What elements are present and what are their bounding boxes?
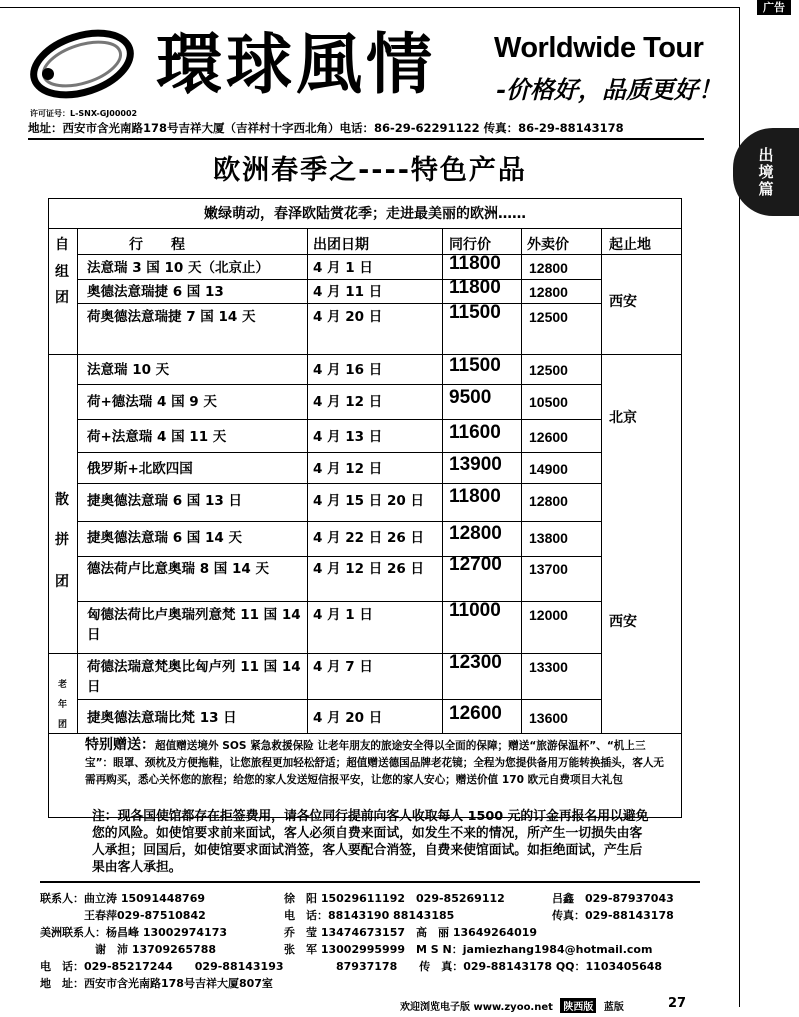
row-peer-price: 12600	[449, 703, 502, 724]
row-retail-price: 12800	[529, 260, 568, 276]
column-divider	[307, 229, 308, 733]
header-date: 出团日期	[313, 237, 369, 253]
contacts-divider	[40, 881, 700, 883]
row-divider	[77, 452, 601, 453]
contact-row	[40, 924, 700, 940]
row-retail-price: 14900	[529, 461, 568, 477]
row-date: 4 月 12 日	[313, 461, 383, 477]
group-label-senior: 团	[58, 720, 68, 730]
row-date: 4 月 20 日	[313, 309, 383, 325]
row-retail-price: 13700	[529, 561, 568, 577]
row-divider	[77, 556, 601, 557]
row-date: 4 月 16 日	[313, 362, 383, 378]
origin-xian: 西安	[609, 614, 637, 630]
row-retail-price: 12800	[529, 493, 568, 509]
contact-item: 美洲联系人：杨昌峰 13002974173	[40, 926, 228, 939]
row-date: 4 月 1 日	[313, 607, 373, 623]
column-divider	[77, 229, 78, 733]
group-label-senior: 年	[58, 700, 68, 710]
contact-item: 徐 阳 15029611192 029-85269112	[284, 892, 505, 905]
column-divider	[601, 229, 602, 733]
header-group: 自	[55, 237, 69, 253]
row-retail-price: 12800	[529, 284, 568, 300]
contact-item: 联系人：曲立涛 15091448769	[40, 892, 206, 905]
row-route: 匈德法荷比卢奥瑞列意梵 11 国 14 日	[87, 607, 301, 643]
contact-item: 谢 沛 13709265788	[40, 943, 217, 956]
contact-item: 传真：029-88143178	[552, 909, 674, 922]
header-origin: 起止地	[609, 237, 651, 253]
footer-website: 欢迎浏览电子版 www.zyoo.net	[400, 1002, 553, 1013]
license-number: 许可证号：L-SNX-GJ00002	[30, 109, 138, 118]
header-retail-price: 外卖价	[527, 237, 569, 253]
row-date: 4 月 15 日 20 日	[313, 493, 424, 509]
row-peer-price: 11800	[449, 277, 501, 298]
row-route: 捷奥德法意瑞比梵 13 日	[87, 710, 237, 726]
column-divider	[442, 229, 443, 733]
contact-item: 电 话：029-85217244 029-88143193	[40, 960, 284, 973]
contact-row	[40, 890, 700, 906]
row-retail-price: 13600	[529, 710, 568, 726]
group-label-mixed: 团	[55, 574, 69, 590]
row-divider	[77, 303, 601, 304]
row-route: 荷奥德法意瑞捷 7 国 14 天	[87, 309, 256, 325]
brand-name-cn: 環球風情	[156, 25, 436, 103]
row-retail-price: 12500	[529, 309, 568, 325]
row-divider	[77, 384, 601, 385]
row-date: 4 月 7 日	[313, 659, 373, 675]
visa-note: 注：现各国使馆都存在拒签费用，请各位同行提前向客人收取每人 1500 元的订金再报名用以避免您的风险。如使馆要求前来面试，客人必须自费来面试，如发生不来的情况，所产生一切损失由客人承担；回国后，如使馆要求面试消签，客人要配合消签，自费来使馆面试。如拒绝面试，产生后果由客人承担。	[92, 809, 649, 875]
row-route: 捷奥德法意瑞 6 国 13 日	[87, 493, 242, 509]
special-gift-title: 特别赠送：	[85, 737, 155, 753]
row-divider	[49, 354, 681, 355]
row-retail-price: 12000	[529, 607, 568, 623]
row-divider	[77, 483, 601, 484]
row-peer-price: 12700	[449, 554, 502, 575]
group-label-self: 组	[55, 264, 69, 280]
row-retail-price: 10500	[529, 394, 568, 410]
row-peer-price: 11600	[449, 422, 501, 443]
brand-logo-icon	[26, 24, 138, 104]
row-route: 荷德法瑞意梵奥比匈卢列 11 国 14 日	[87, 659, 301, 695]
contact-row	[40, 958, 700, 974]
row-peer-price: 12300	[449, 652, 502, 673]
section-tab	[733, 128, 799, 216]
page-title: 欧洲春季之----特色产品	[213, 155, 527, 186]
row-retail-price: 12600	[529, 429, 568, 445]
row-retail-price: 13800	[529, 530, 568, 546]
row-divider	[77, 601, 601, 602]
page-footer	[400, 998, 624, 1013]
contact-item: 王春萍029-87510842	[40, 909, 206, 922]
row-route: 捷奥德法意瑞 6 国 14 天	[87, 530, 242, 546]
row-divider	[77, 521, 601, 522]
contact-item: 乔 莹 13474673157 高 丽 13649264019	[284, 926, 538, 939]
brand-name-en: Worldwide Tour	[494, 32, 704, 64]
row-date: 4 月 13 日	[313, 429, 383, 445]
row-peer-price: 11000	[449, 600, 501, 621]
row-date: 4 月 1 日	[313, 260, 373, 276]
ad-tag: 广告	[757, 0, 791, 15]
row-route: 荷+德法瑞 4 国 9 天	[87, 394, 217, 410]
row-date: 4 月 12 日 26 日	[313, 561, 424, 577]
group-label-mixed: 散	[55, 492, 69, 508]
row-peer-price: 11800	[449, 486, 501, 507]
group-label-mixed: 拼	[55, 532, 69, 548]
header-divider	[28, 138, 704, 140]
row-divider	[77, 699, 601, 700]
row-date: 4 月 11 日	[313, 284, 383, 300]
contact-item: 电 话：88143190 88143185	[284, 909, 455, 922]
row-peer-price: 11500	[449, 302, 501, 323]
row-retail-price: 13300	[529, 659, 568, 675]
contact-row	[40, 941, 700, 957]
company-address: 地址：西安市含光南路178号吉祥大厦（吉祥村十字西北角）电话：86-29-62291122 传真：86-29-88143178	[28, 121, 624, 135]
row-route: 奥德法意瑞捷 6 国 13	[87, 284, 224, 300]
row-date: 4 月 22 日 26 日	[313, 530, 424, 546]
footer-edition: 蓝版	[603, 1002, 624, 1013]
section-tab-char: 出	[758, 145, 774, 164]
row-route: 德法荷卢比意奥瑞 8 国 14 天	[87, 561, 269, 577]
row-peer-price: 12800	[449, 523, 502, 544]
section-tab-char: 境	[758, 162, 774, 181]
row-peer-price: 9500	[449, 387, 492, 408]
group-label-self: 团	[55, 290, 69, 306]
column-divider	[521, 229, 522, 733]
section-tab-char: 篇	[758, 179, 774, 198]
row-divider	[77, 254, 681, 255]
row-retail-price: 12500	[529, 362, 568, 378]
table-tagline: 嫩绿萌动，春泽欧陆赏花季；走进最美丽的欧洲……	[49, 199, 681, 229]
row-route: 法意瑞 10 天	[87, 362, 170, 378]
contact-item: 吕鑫 029-87937043	[552, 892, 674, 905]
row-divider	[49, 653, 601, 654]
footer-edition-badge: 陕西版	[560, 998, 596, 1013]
contact-item: 地 址：西安市含光南路178号吉祥大厦807室	[40, 977, 273, 990]
group-label-senior: 老	[58, 680, 68, 690]
brand-slogan: -价格好，品质更好！	[496, 75, 722, 104]
row-divider	[77, 419, 601, 420]
header-peer-price: 同行价	[449, 237, 491, 253]
row-route: 俄罗斯+北欧四国	[87, 461, 193, 477]
contact-item: 87937178 传 真：029-88143178 QQ：1103405648	[336, 960, 663, 973]
row-route: 法意瑞 3 国 10 天（北京止）	[87, 260, 269, 276]
contact-row	[40, 975, 700, 991]
origin-beijing: 北京	[609, 410, 637, 426]
contact-item: 张 军 13002995999 M S N：jamiezhang1984@hotmail.com	[284, 943, 653, 956]
row-peer-price: 11800	[449, 253, 501, 274]
header-route: 行 程	[129, 237, 185, 253]
origin-xian: 西安	[609, 294, 637, 310]
row-date: 4 月 12 日	[313, 394, 383, 410]
row-date: 4 月 20 日	[313, 710, 383, 726]
page-number: 27	[668, 996, 687, 1011]
special-gift-text: 超值赠送境外 SOS 紧急救援保险 让老年朋友的旅途安全得以全面的保障；赠送“旅游保温杯”、“机上三宝”：眼罩、颈枕及方便拖鞋，让您旅程更加轻松舒适；超值赠送德国品牌老花镜；全程为您提供备用万能转换插头，客人无需再购买，悉心关怀您的旅程；给您的家人发送短信报平安，让您的家人安心；赠送价值 170 欧元自费项目大礼包	[85, 740, 665, 786]
row-peer-price: 11500	[449, 355, 501, 376]
product-table	[48, 198, 682, 818]
row-peer-price: 13900	[449, 454, 502, 475]
contact-row	[40, 907, 700, 923]
row-divider	[77, 279, 601, 280]
special-gift	[49, 733, 681, 817]
row-route: 荷+法意瑞 4 国 11 天	[87, 429, 227, 445]
